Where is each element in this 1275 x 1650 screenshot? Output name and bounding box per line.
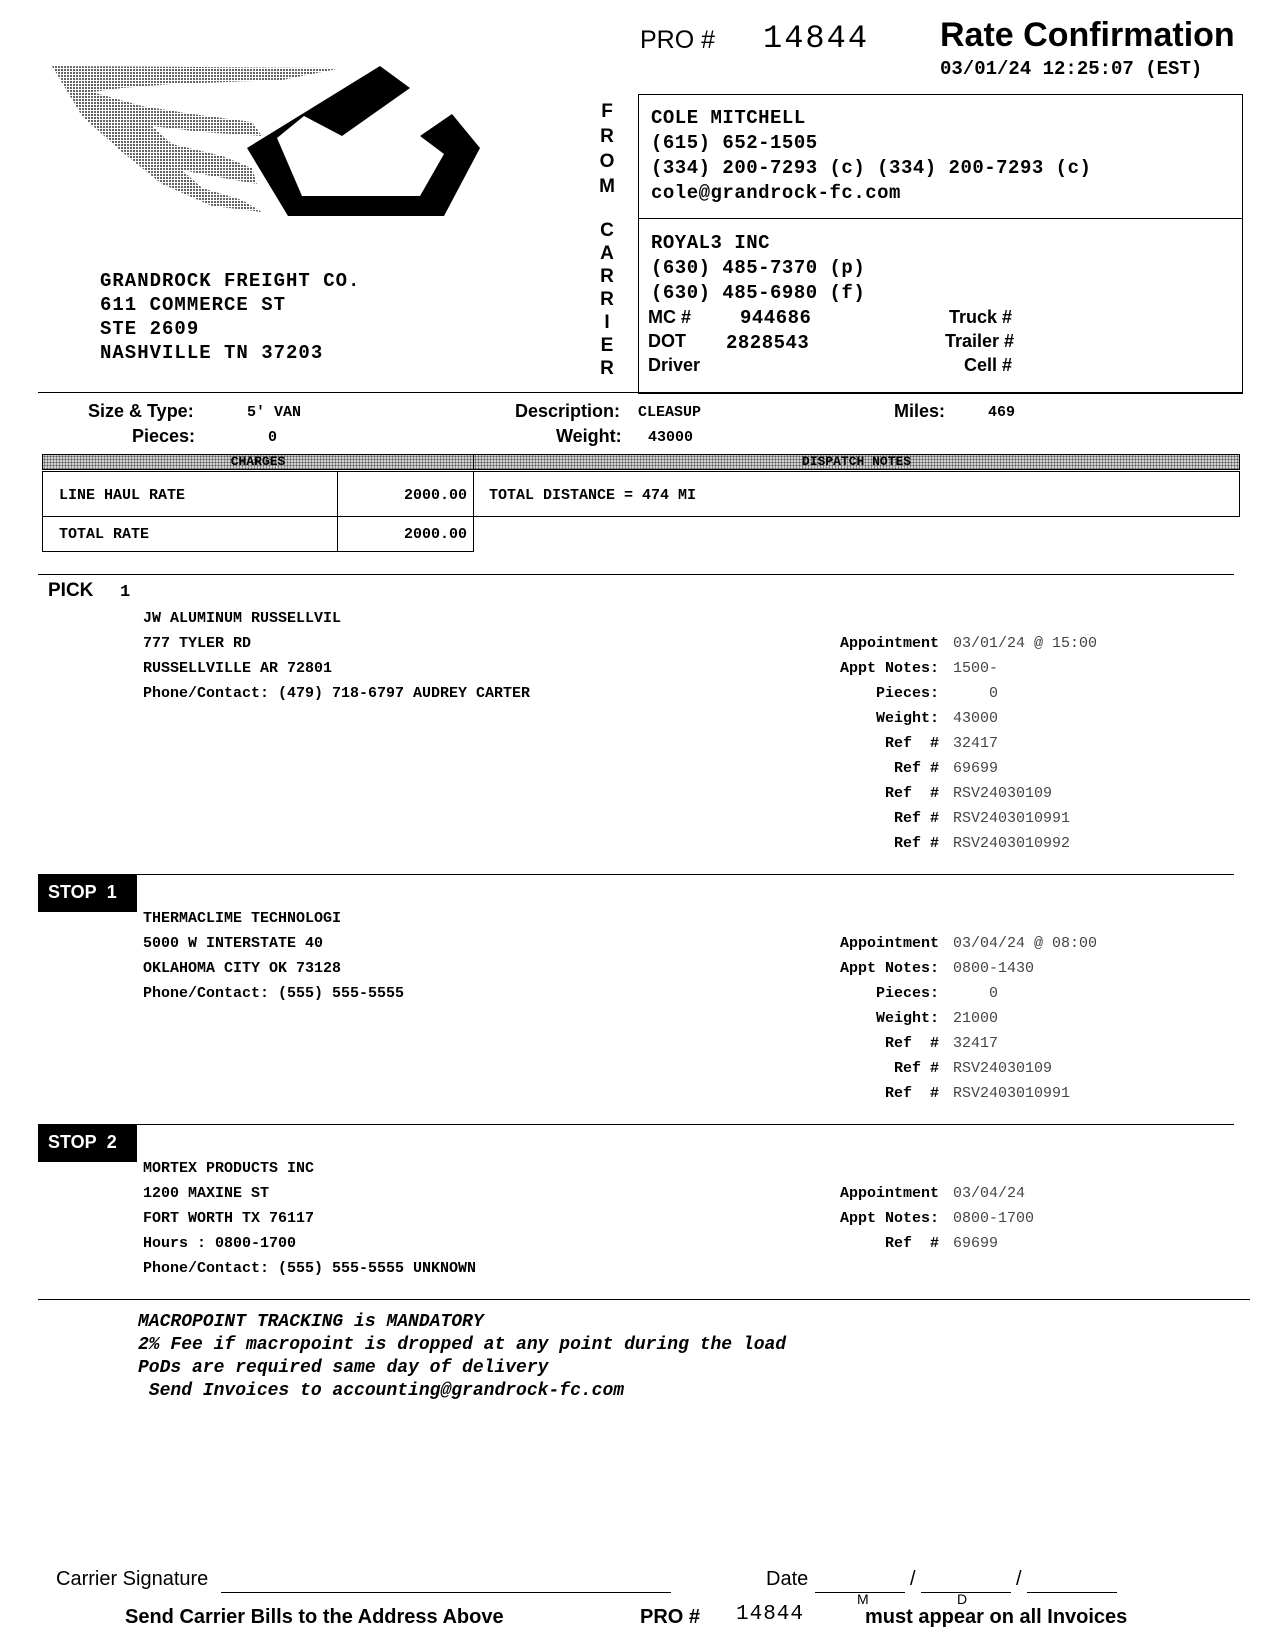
divider [38,392,1242,393]
stop-label: STOP [48,1132,97,1152]
month-label: M [857,1591,869,1607]
date-year-line[interactable] [1027,1592,1117,1593]
pro-label: PRO # [640,26,716,54]
carrier-letter: R [600,289,614,310]
detail-value: 43000 [953,710,999,727]
company-suite: STE 2609 [100,318,200,340]
detail-label: Appt Notes: [839,960,939,977]
charge-label: LINE HAUL RATE [59,487,186,504]
pick-line: Phone/Contact: (479) 718-6797 AUDREY CARTER [143,685,531,702]
pick-label: PICK [48,580,94,601]
note-line: Send Invoices to accounting@grandrock-fc.com [138,1381,625,1401]
dot-label: DOT [648,331,686,351]
dispatch-notes-text: TOTAL DISTANCE = 474 MI [489,487,697,504]
carrier-name: ROYAL3 INC [651,232,771,254]
stop-line: THERMACLIME TECHNOLOGI [143,910,342,927]
from-letter: R [600,126,614,147]
detail-value: 0800-1700 [953,1210,1035,1227]
detail-label: Ref # [884,1035,939,1052]
size-type-label: Size & Type: [88,401,194,421]
stop-number: 1 [106,882,117,902]
note-line: 2% Fee if macropoint is dropped at any point during the load [138,1335,787,1355]
detail-label: Ref # [884,785,939,802]
pro-number: 14844 [763,20,870,57]
company-logo [52,66,512,226]
charges-header: CHARGES [42,454,474,470]
charge-amount: 2000.00 [403,526,467,543]
weight-value: 43000 [648,429,694,446]
date-separator: / [1016,1568,1022,1590]
from-phone: (615) 652-1505 [651,132,818,154]
carrier-letter: R [600,266,614,287]
from-cell: (334) 200-7293 (c) (334) 200-7293 (c) [651,157,1092,179]
company-city: NASHVILLE TN 37203 [100,342,324,364]
detail-value: RSV24030109 [953,785,1053,802]
truck-label: Truck # [949,307,1013,327]
detail-label: Ref # [893,760,939,777]
stop-line: Hours : 0800-1700 [143,1235,297,1252]
charge-row-label-cell [42,516,338,552]
detail-label: Ref # [884,1085,939,1102]
detail-value: 32417 [953,1035,999,1052]
divider [38,874,1234,875]
note-line: MACROPOINT TRACKING is MANDATORY [138,1312,484,1332]
from-letter: M [599,176,615,197]
carrier-letter: E [600,335,614,356]
from-email: cole@grandrock-fc.com [651,182,901,204]
detail-label: Ref # [893,1060,939,1077]
detail-value: 03/04/24 [953,1185,1026,1202]
detail-label: Appt Notes: [839,1210,939,1227]
detail-label: Weight: [875,1010,939,1027]
detail-label: Weight: [875,710,939,727]
footer-pro-label: PRO # [640,1606,701,1628]
detail-value: 69699 [953,1235,999,1252]
detail-label: Appointment [839,935,939,952]
pieces-value: 0 [268,429,278,446]
detail-value: 0 [953,985,999,1002]
from-name: COLE MITCHELL [651,107,806,129]
pick-line: 777 TYLER RD [143,635,252,652]
mc-label: MC # [648,307,692,327]
detail-value: 69699 [953,760,999,777]
charge-row-amount-cell [337,471,474,517]
mc-number: 944686 [740,307,812,329]
company-name: GRANDROCK FREIGHT CO. [100,270,361,292]
carrier-letter: I [604,312,610,333]
pick-number: 1 [120,583,131,602]
carrier-phone: (630) 485-7370 (p) [651,257,866,279]
contact-box-divider [638,218,1243,219]
size-type-value: 5' VAN [247,404,302,421]
detail-value: RSV2403010991 [953,810,1071,827]
company-street: 611 COMMERCE ST [100,294,287,316]
detail-label: Ref # [884,1235,939,1252]
detail-label: Appointment [839,635,939,652]
must-appear-text: must appear on all Invoices [865,1606,1128,1628]
dispatch-notes-header: DISPATCH NOTES [473,454,1240,470]
detail-label: Appointment [839,1185,939,1202]
stop-line: Phone/Contact: (555) 555-5555 [143,985,405,1002]
date-label: Date [766,1568,809,1590]
signature-label: Carrier Signature [56,1568,209,1590]
divider [38,1124,1234,1125]
carrier-letter: C [600,220,614,241]
footer-pro-number: 14844 [736,1603,805,1626]
miles-label: Miles: [894,401,946,421]
from-letter: O [599,151,615,172]
weight-label: Weight: [556,426,622,446]
divider [38,574,1234,575]
dot-number: 2828543 [726,332,810,354]
detail-value: 32417 [953,735,999,752]
charge-row-amount-cell [337,516,474,552]
stop-line: MORTEX PRODUCTS INC [143,1160,315,1177]
detail-label: Ref # [893,810,939,827]
dispatch-notes-cell [473,471,1240,517]
detail-label: Ref # [884,735,939,752]
stop-line: Phone/Contact: (555) 555-5555 UNKNOWN [143,1260,477,1277]
stop-number: 2 [106,1132,117,1152]
signature-line[interactable] [221,1592,671,1593]
detail-label: Appt Notes: [839,660,939,677]
charge-row-label-cell [42,471,338,517]
charge-label: TOTAL RATE [59,526,150,543]
detail-value: RSV24030109 [953,1060,1053,1077]
miles-value: 469 [988,404,1016,421]
detail-value: RSV2403010991 [953,1085,1071,1102]
detail-value: RSV2403010992 [953,835,1071,852]
stop-line: FORT WORTH TX 76117 [143,1210,315,1227]
pick-line: RUSSELLVILLE AR 72801 [143,660,333,677]
bills-text: Send Carrier Bills to the Address Above [125,1606,504,1628]
detail-label: Pieces: [875,985,939,1002]
trailer-label: Trailer # [945,331,1015,351]
detail-value: 0 [953,685,999,702]
detail-value: 21000 [953,1010,999,1027]
stop-2-badge [38,1124,137,1162]
divider [38,1299,1250,1300]
detail-value: 03/04/24 @ 08:00 [953,935,1098,952]
stop-line: 1200 MAXINE ST [143,1185,270,1202]
detail-label: Ref # [893,835,939,852]
carrier-fax: (630) 485-6980 (f) [651,282,866,304]
stop-1-badge [38,874,137,912]
issue-datetime: 03/01/24 12:25:07 (EST) [940,58,1203,80]
from-letter: F [601,101,613,122]
detail-value: 1500- [953,660,999,677]
detail-value: 03/01/24 @ 15:00 [953,635,1098,652]
stop-label: STOP [48,882,97,902]
detail-value: 0800-1430 [953,960,1035,977]
note-line: PoDs are required same day of delivery [138,1358,549,1378]
day-label: D [957,1591,968,1607]
detail-label: Pieces: [875,685,939,702]
carrier-letter: R [600,358,614,379]
description-value: CLEASUP [638,404,702,421]
driver-label: Driver [648,355,701,375]
pieces-label: Pieces: [132,426,196,446]
page-title: Rate Confirmation [940,16,1235,54]
stop-line: OKLAHOMA CITY OK 73128 [143,960,342,977]
date-separator: / [910,1568,916,1590]
description-label: Description: [515,401,621,421]
carrier-letter: A [600,243,614,264]
cell-label: Cell # [964,355,1013,375]
pick-line: JW ALUMINUM RUSSELLVIL [143,610,342,627]
stop-line: 5000 W INTERSTATE 40 [143,935,324,952]
charge-amount: 2000.00 [403,487,467,504]
